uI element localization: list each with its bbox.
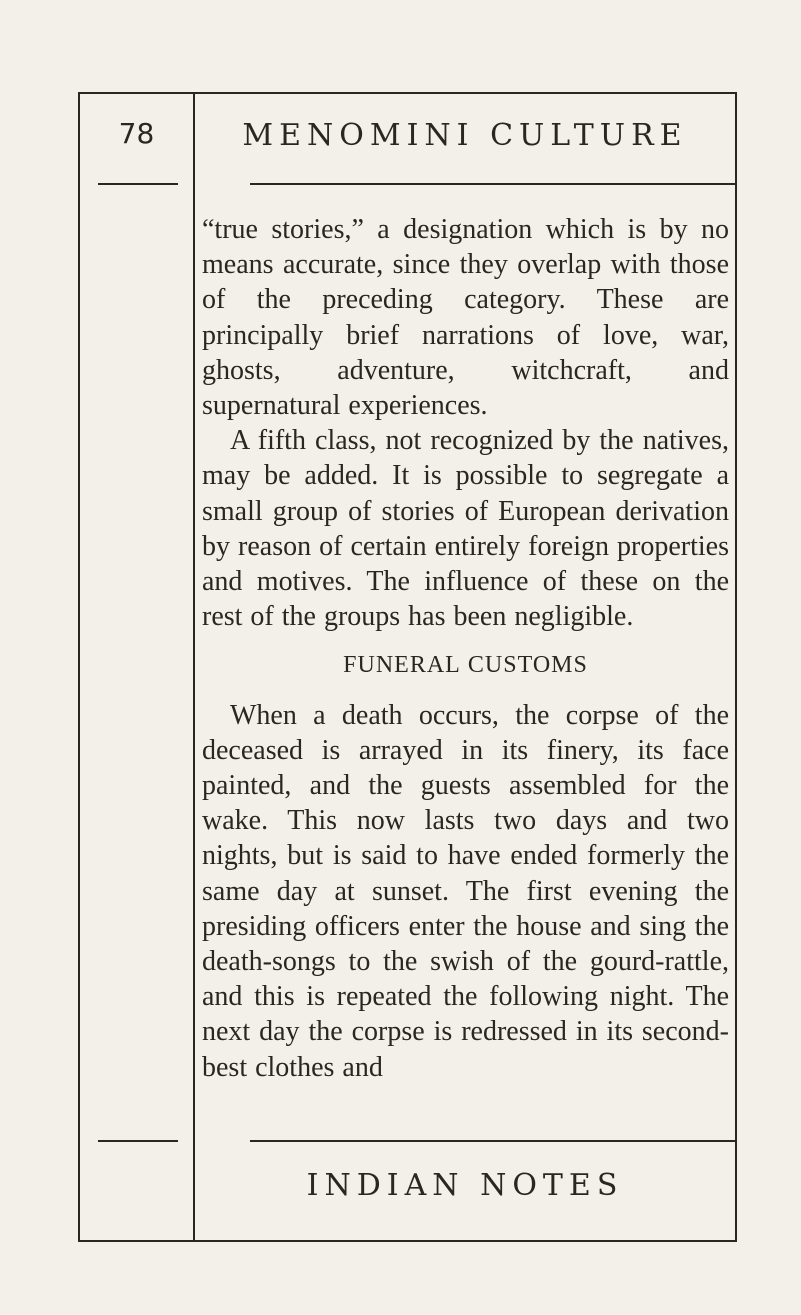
footer-rule-right [250, 1140, 735, 1142]
page-number: 78 [118, 117, 155, 150]
paragraph: A fifth class, not recognized by the natives, may be added. It is possible to segregate a small group of stories of European derivation by reason of certain entirely foreign properties and motives. The influence of these on the rest of the groups has been negligible. [202, 425, 729, 633]
paragraph: When a death occurs, the corpse of the deceased is arrayed in its finery, its face painted, and the guests assembled for the wake. This now lasts two days and two nights, but is said to have ended formerly the same day at sunset. The first evening the presiding officers enter the house and sing the death-songs to the swish of the gourd-rattle, and this is repeated the following night. The next day the corpse is redressed in its second-best clothes and [202, 699, 729, 1083]
header-rule-right [250, 183, 735, 185]
margin-rule [193, 92, 195, 1242]
section-heading: FUNERAL CUSTOMS [343, 652, 588, 679]
running-head: MENOMINI CULTURE [242, 118, 688, 153]
header-rule-left [98, 183, 178, 185]
paragraph: “true stories,” a designation which is by no means accurate, since they overlap with those of the preceding category. These are principally brief narrations of love, war, ghosts, adventure, witchcraft, and supernatural experiences. [202, 214, 729, 422]
footer-rule-left [98, 1140, 178, 1142]
body-text [202, 212, 729, 1085]
footer-title: INDIAN NOTES [306, 1168, 624, 1203]
